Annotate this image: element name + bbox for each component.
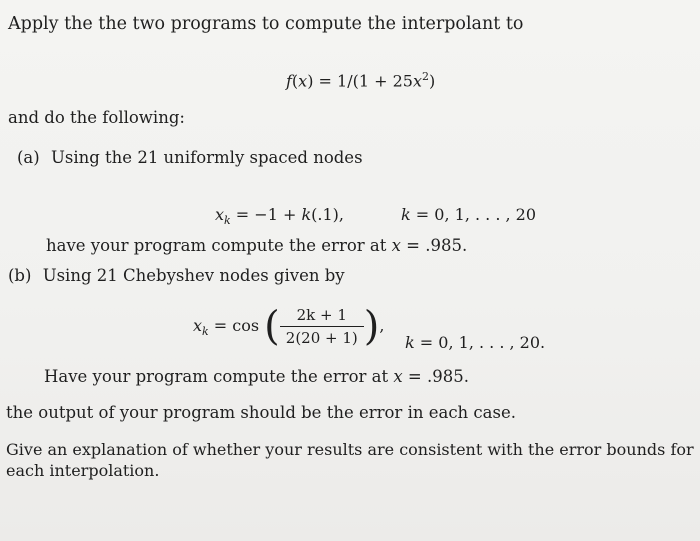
chebyshev-node-equation: $x_k = \cos$ ( $\frac{2k + 1}{2(20 + 1)}$ ),	[193, 303, 385, 350]
chebyshev-fraction	[280, 306, 364, 347]
part-b-k-range: k = 0, 1, . . . , 20.	[405, 333, 546, 352]
intro-text: Apply the the two programs to compute the interpolant to	[8, 14, 524, 34]
uniform-node-equation: $x_k = -1 + k(.1)$,	[215, 205, 344, 228]
part-b-text: Using 21 Chebyshev nodes given by	[42, 266, 345, 285]
part-b-followup: Have your program compute the error at x = .985.	[44, 367, 469, 386]
part-b-heading	[8, 266, 345, 285]
function-equation: $f(x) = 1/(1 + 25x^2)$	[286, 70, 436, 91]
part-a-heading	[17, 148, 363, 167]
and-do-text: and do the following:	[8, 108, 185, 127]
explanation-line-1: Give an explanation of whether your results are consistent with the error bounds for	[6, 440, 694, 459]
fraction-numerator: 2k + 1	[280, 306, 364, 327]
fraction-denominator: 2(20 + 1)	[285, 329, 358, 347]
output-note: the output of your program should be the error in each case.	[6, 403, 516, 422]
part-b-label: (b)	[8, 266, 32, 285]
part-a-k-range: k = 0, 1, . . . , 20	[401, 205, 537, 224]
part-a-label: (a)	[17, 148, 40, 167]
part-a-followup: have your program compute the error at x = .985.	[46, 236, 468, 255]
explanation-line-2: each interpolation.	[6, 461, 160, 480]
part-a-text: Using the 21 uniformly spaced nodes	[50, 148, 363, 167]
